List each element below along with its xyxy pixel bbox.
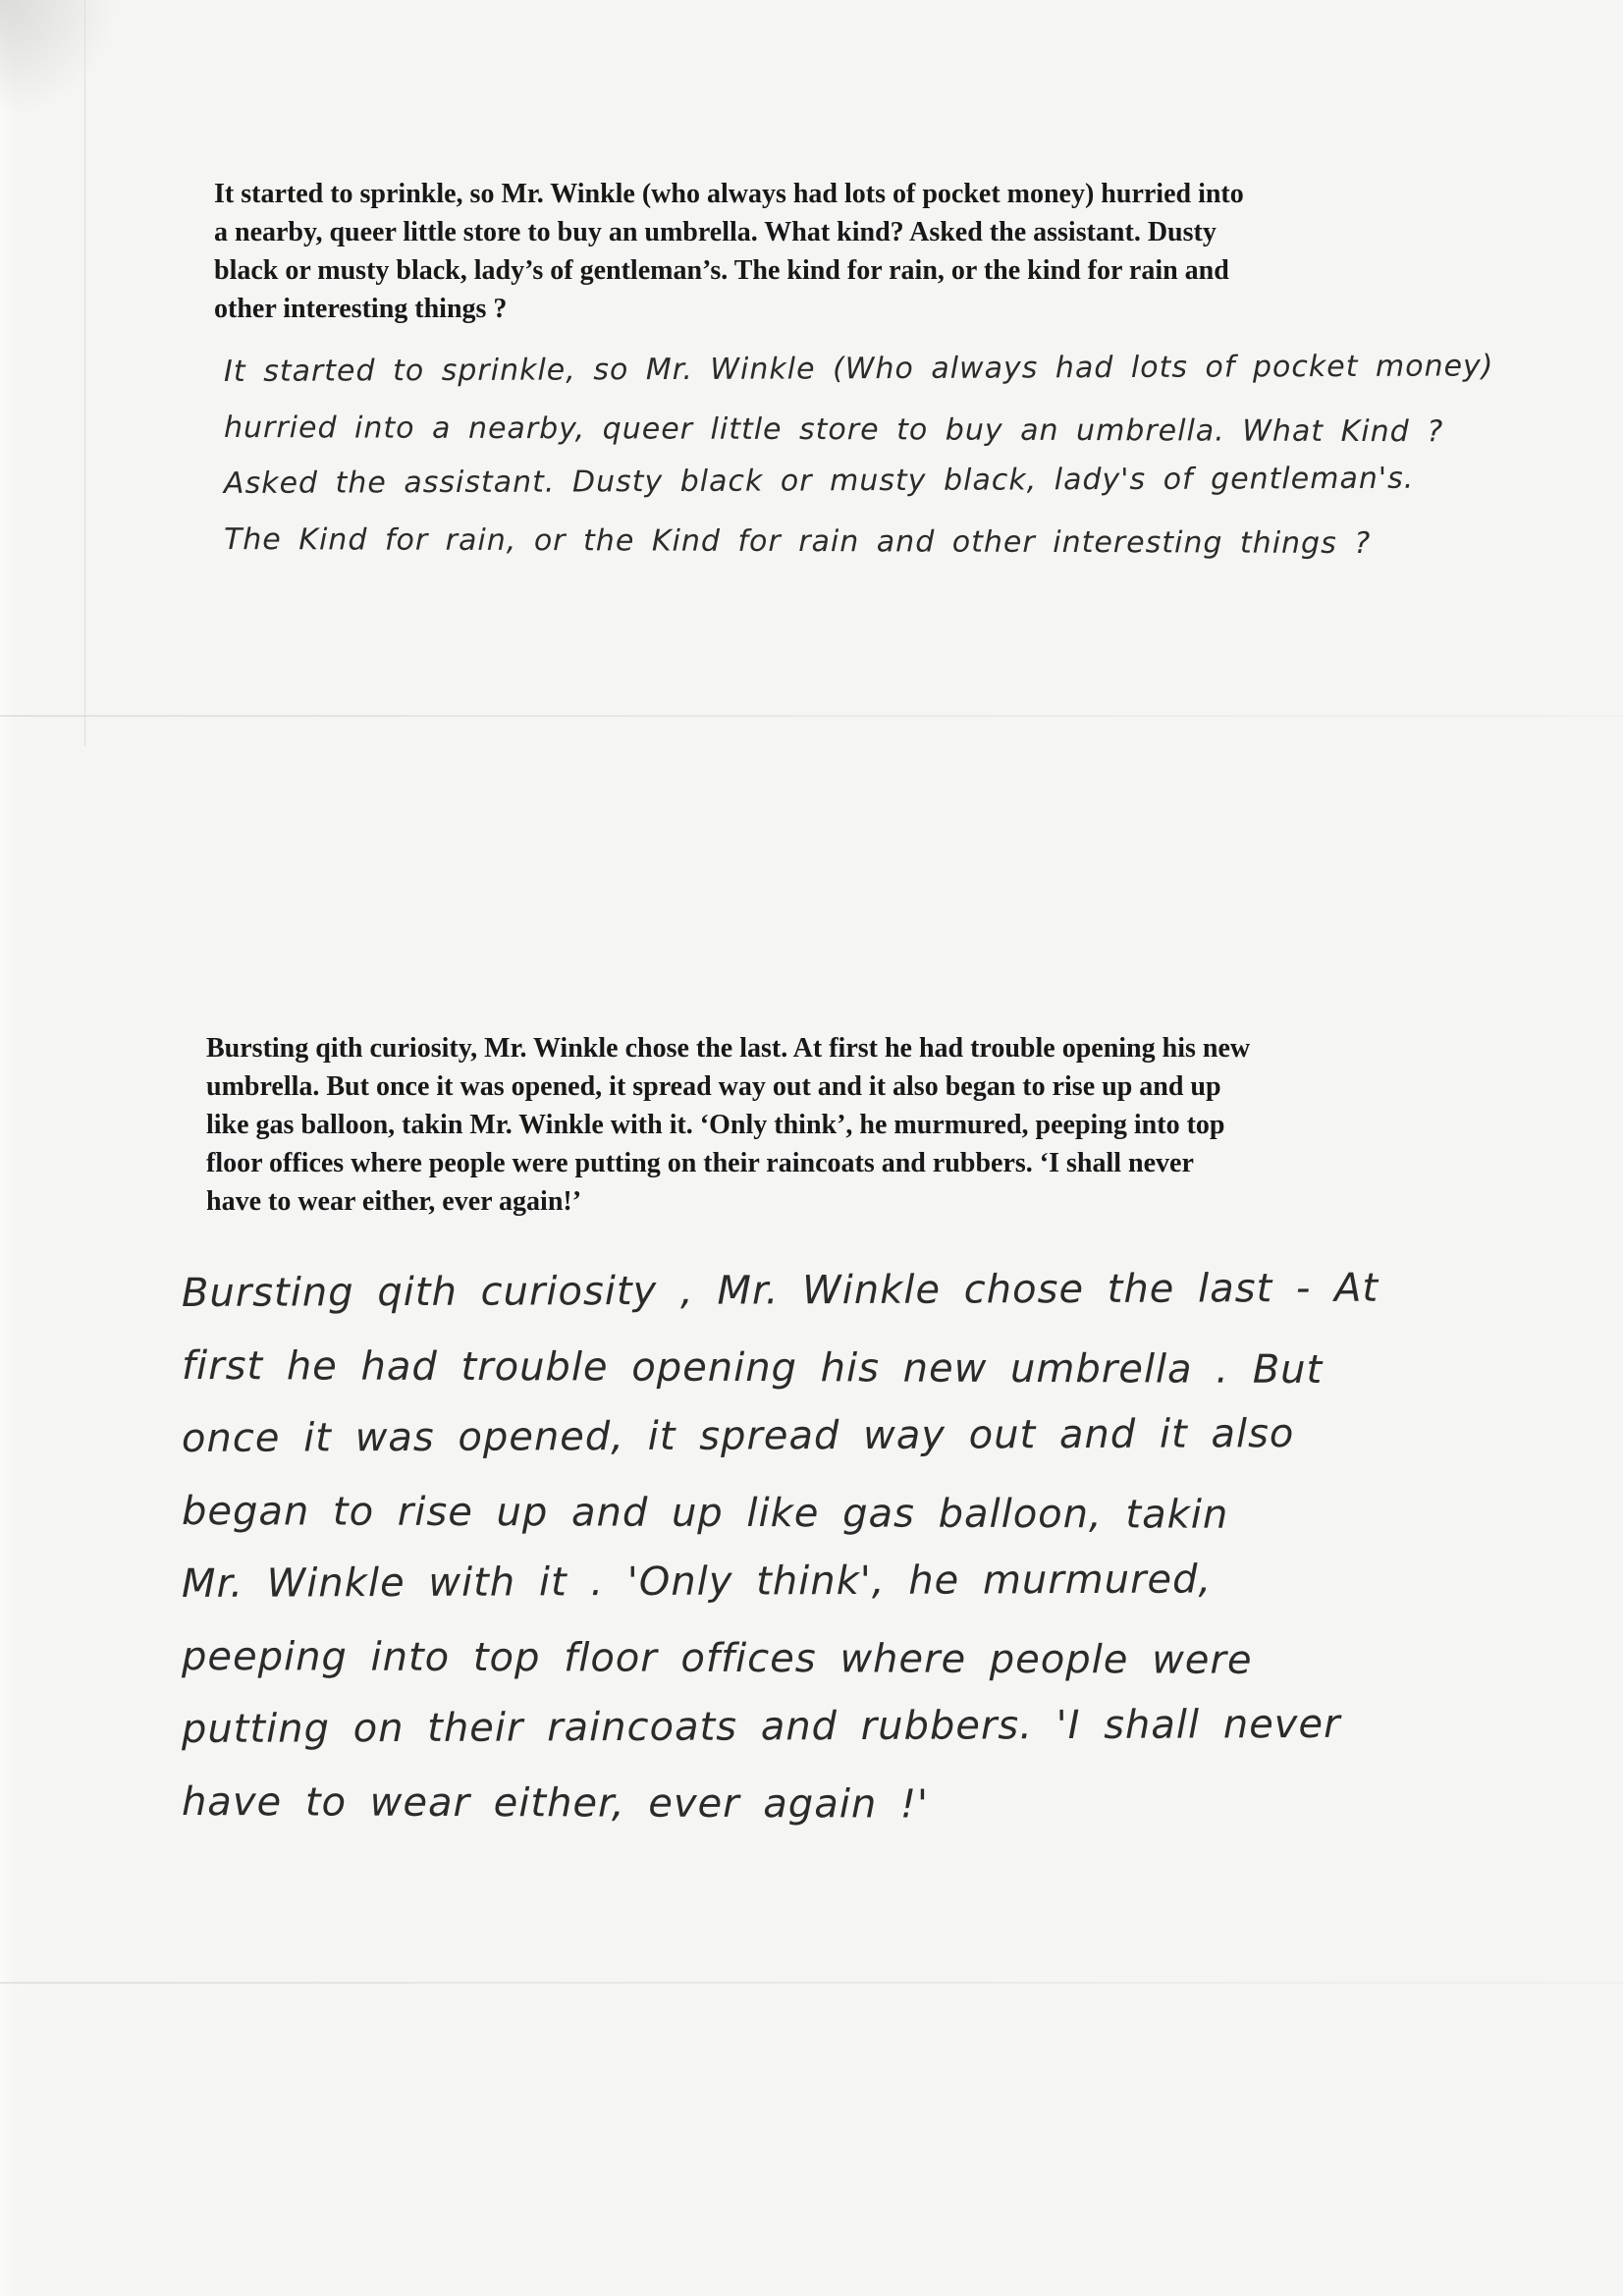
handwritten-line: first he had trouble opening his new umbrella . But [181,1343,1324,1394]
printed-line: like gas balloon, takin Mr. Winkle with it. ‘Only think’, he murmured, peeping into top [206,1110,1225,1140]
handwritten-paragraph-2 [182,1257,1379,1838]
handwritten-line: Asked the assistant. Dusty black or musty black, lady's of gentleman's. [223,461,1415,501]
handwritten-line: putting on their raincoats and rubbers. 'I shall never [181,1701,1341,1752]
handwritten-paragraph-1 [224,344,1493,568]
printed-paragraph-1 [214,175,1244,328]
scan-crease-vertical [84,0,85,746]
scan-corner-shadow [0,0,118,118]
printed-line: floor offices where people were putting on their raincoats and rubbers. ‘I shall never [206,1148,1194,1178]
handwritten-line: It started to sprinkle, so Mr. Winkle (Who always had lots of pocket money) [223,349,1494,389]
printed-line: It started to sprinkle, so Mr. Winkle (who always had lots of pocket money) hurried into [214,179,1244,209]
handwritten-line: began to rise up and up like gas balloon, takin [181,1489,1229,1538]
printed-line: black or musty black, lady’s of gentleman’s. The kind for rain, or the kind for rain and [214,255,1229,286]
handwritten-line: The Kind for rain, or the Kind for rain and other interesting things ? [223,522,1372,562]
handwritten-line: once it was opened, it spread way out and it also [181,1411,1295,1461]
printed-line: a nearby, queer little store to buy an umbrella. What kind? Asked the assistant. Dusty [214,217,1217,247]
scan-line-artifact-2 [0,1982,1623,1984]
printed-line: Bursting qith curiosity, Mr. Winkle chose the last. At first he had trouble opening his new [206,1033,1251,1064]
printed-line: umbrella. But once it was opened, it spread way out and it also began to rise up and up [206,1071,1221,1102]
handwritten-line: peeping into top floor offices where people were [181,1634,1253,1683]
handwritten-line: Bursting qith curiosity , Mr. Winkle chose the last - At [181,1265,1380,1316]
printed-line: have to wear either, ever again!’ [206,1186,582,1217]
handwritten-line: have to wear either, ever again !' [181,1779,930,1828]
printed-paragraph-2 [206,1029,1250,1221]
handwritten-line: hurried into a nearby, queer little store to buy an umbrella. What Kind ? [223,410,1444,450]
scan-line-artifact-1 [0,715,1623,717]
handwritten-line: Mr. Winkle with it . 'Only think', he murmured, [181,1557,1213,1607]
printed-line: other interesting things ? [214,294,508,324]
